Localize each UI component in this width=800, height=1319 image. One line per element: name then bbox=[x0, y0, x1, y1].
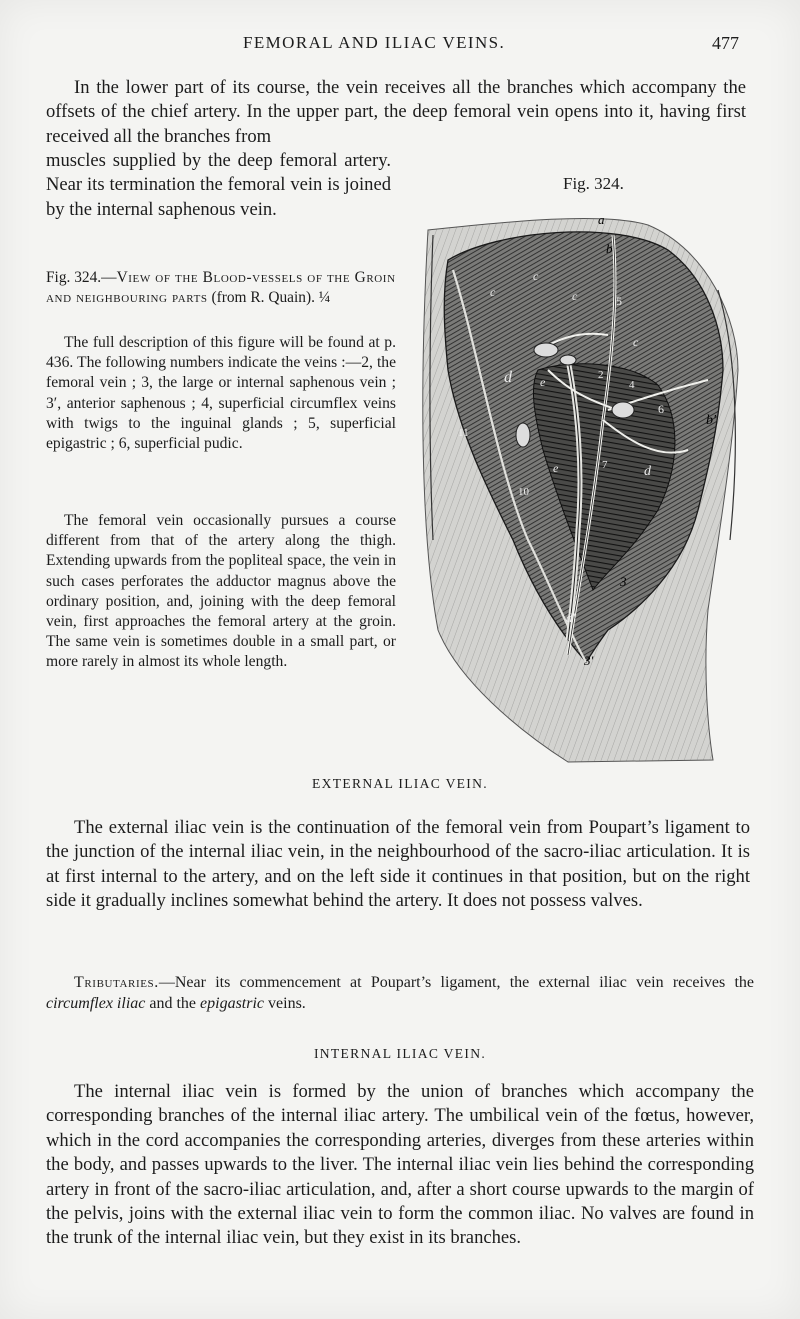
internal-iliac-paragraph: The internal iliac vein is formed by the union of branches which accompany the corresponding branches of the internal iliac artery. The umbilical vein of the fœtus, however, which in the cord accompanies the corresponding arteries, diverges from these arteries within the body, and passes upwards to the liver. The internal iliac vein lies behind the corresponding artery in front of the sacro-iliac articulation, and, after a short course upwards to the margin of the pelvis, joins with the external iliac vein to form the common iliac. No valves are found in the trunk of the internal iliac vein, but they exist in its branches. bbox=[46, 1081, 754, 1249]
running-head: FEMORAL AND ILIAC VEINS. bbox=[243, 33, 506, 52]
caption-scale: ¼ bbox=[318, 288, 331, 306]
label-4: 4 bbox=[629, 379, 635, 391]
label-c4: c bbox=[633, 335, 639, 349]
label-3: 3 bbox=[620, 574, 627, 589]
label-b: b bbox=[606, 241, 613, 256]
groin-dissection-illustration bbox=[418, 210, 748, 765]
label-7: 7 bbox=[602, 459, 608, 471]
tributaries-text-1: —Near its commencement at Poupart’s ligament, the external iliac vein receives the bbox=[158, 974, 754, 991]
external-iliac-paragraph: The external iliac vein is the continuation of the femoral vein from Poupart’s ligament to the junction of the internal iliac vein, in the neighbourhood of the sacro-iliac articulation. It is at first internal to the artery, and on the left side it continues in that position, but on the right side it gradually inclines somewhat behind the artery. It does not possess valves. bbox=[46, 817, 750, 912]
label-3-prime: 3′ bbox=[584, 653, 594, 668]
figure-label: Fig. 324. bbox=[563, 174, 624, 193]
label-e1: e bbox=[540, 375, 546, 389]
label-c3: c bbox=[572, 289, 578, 303]
label-5: 5 bbox=[616, 294, 622, 308]
page-header bbox=[0, 33, 800, 57]
label-c2: c bbox=[533, 269, 539, 283]
label-6: 6 bbox=[658, 402, 664, 416]
tributaries-text-3: veins. bbox=[268, 995, 306, 1012]
tributaries-text-2: and the bbox=[149, 995, 197, 1012]
intro-paragraph-top: In the lower part of its course, the vein receives all the branches which accompany the offsets of the chief artery. In the upper part, the deep femoral vein opens into it, having first received all the branches from bbox=[46, 77, 746, 147]
variation-paragraph: The femoral vein occasionally pursues a course different from that of the artery along the thigh. Extending upwards from the popliteal space, the vein in such cases perforates the adductor magnus above the ordinary position, and, joining with the deep femoral vein, first approaches the femoral artery at the groin. The same vein is sometimes double in a small part, or more rarely in almost its whole length. bbox=[46, 512, 396, 671]
caption-prefix: Fig. 324.— bbox=[46, 269, 117, 286]
label-e2: e bbox=[553, 461, 559, 475]
figure-description: The full description of this figure will be found at p. 436. The following numbers indicate the veins :—2, the femoral vein ; 3, the large or internal saphenous vein ; 3′, anterior saphenous ; 4, superficial circumflex veins with twigs to the inguinal glands ; 5, superficial epigastric ; 6, superficial pudic. bbox=[46, 334, 396, 453]
label-a: a bbox=[598, 212, 605, 227]
intro-paragraph-continued: muscles supplied by the deep femoral artery. Near its termination the femoral vein is joined by the internal saphenous vein. bbox=[46, 150, 391, 220]
anatomical-figure bbox=[418, 210, 748, 765]
label-11: 11 bbox=[458, 427, 469, 439]
label-c1: c bbox=[490, 285, 496, 299]
caption-title: View of the Blood-vessels of the Groin and neighbouring parts bbox=[46, 269, 396, 306]
label-10: 10 bbox=[518, 486, 529, 498]
figure-caption bbox=[46, 268, 396, 307]
external-iliac-heading: EXTERNAL ILIAC VEIN. bbox=[312, 776, 488, 791]
internal-iliac-heading: INTERNAL ILIAC VEIN. bbox=[313, 1046, 487, 1061]
tributary-epigastric: epigastric bbox=[200, 995, 265, 1012]
label-2: 2 bbox=[598, 369, 604, 381]
caption-source: (from R. Quain). bbox=[211, 288, 315, 306]
label-b-prime: b′ bbox=[706, 413, 717, 428]
tributary-circumflex-iliac: circumflex iliac bbox=[46, 995, 146, 1012]
label-d2: d bbox=[644, 464, 651, 479]
label-d1: d bbox=[504, 369, 512, 386]
tributaries-label: Tributaries. bbox=[74, 974, 159, 991]
page-number: 477 bbox=[712, 33, 739, 53]
label-d3: d′ bbox=[566, 610, 576, 625]
tributaries-paragraph bbox=[46, 972, 754, 1014]
